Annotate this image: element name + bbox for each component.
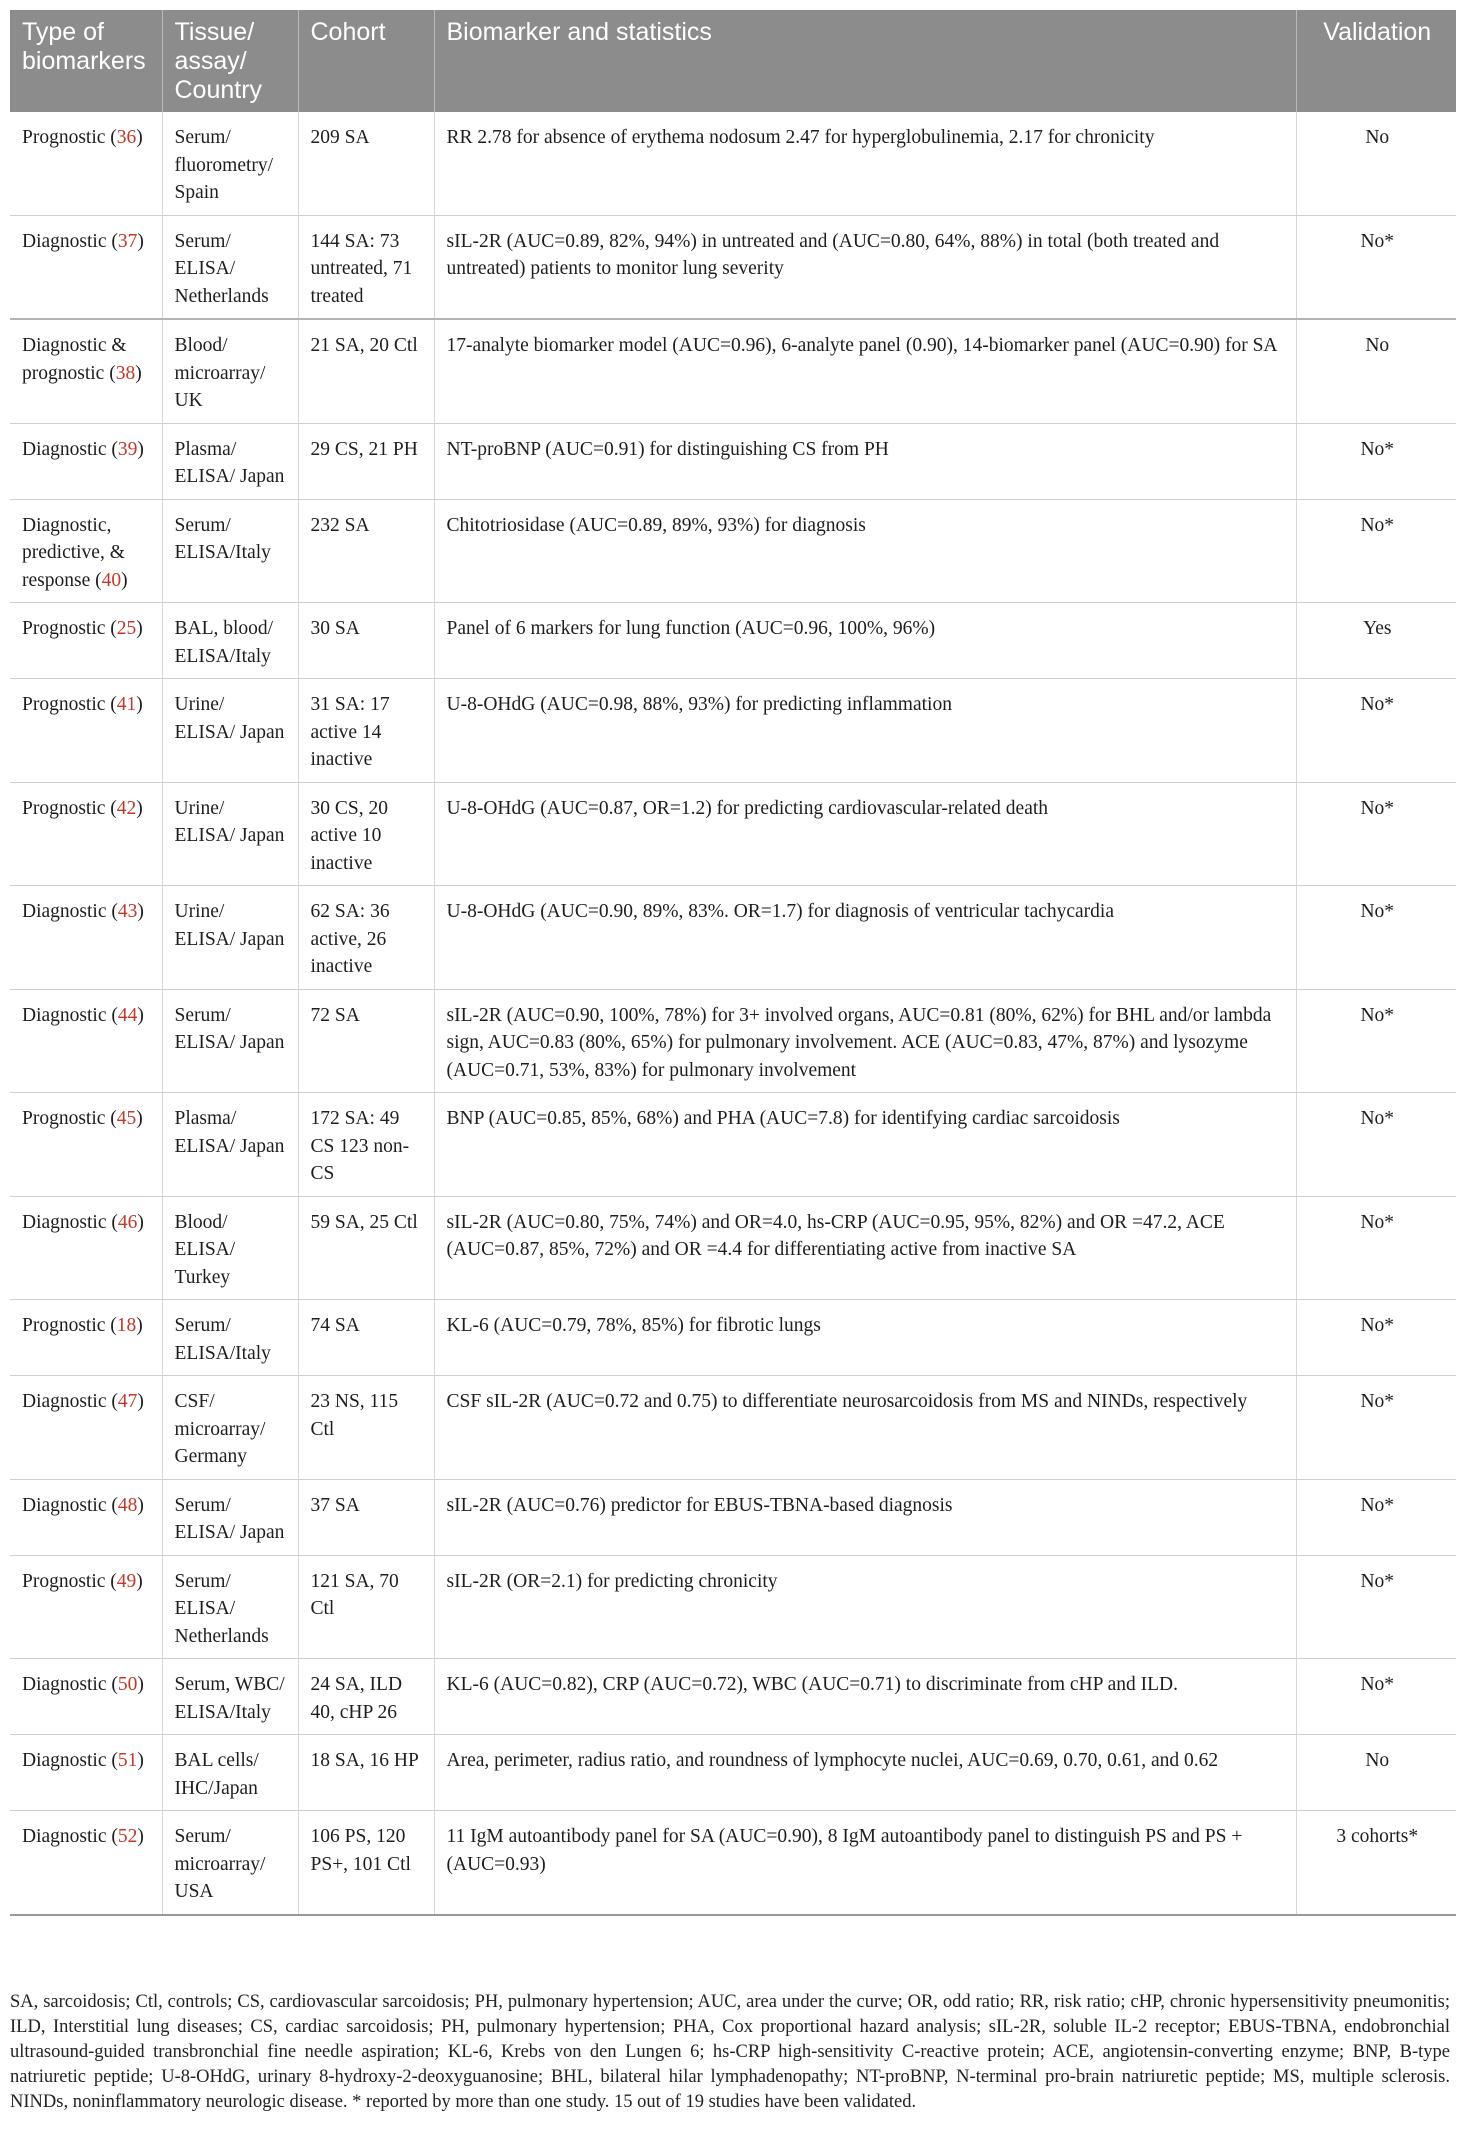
cell-type <box>10 1811 162 1915</box>
cell-validation: Yes <box>1296 603 1456 679</box>
cell-tissue: Plasma/ ELISA/ Japan <box>162 423 298 499</box>
cell-biomarker: BNP (AUC=0.85, 85%, 68%) and PHA (AUC=7.8) for identifying cardiac sarcoidosis <box>434 1093 1296 1197</box>
cell-tissue: Serum/ ELISA/Italy <box>162 499 298 603</box>
cell-tissue: Urine/ ELISA/ Japan <box>162 782 298 886</box>
ref-close-paren: ) <box>137 1674 144 1695</box>
biomarker-type: Diagnostic ( <box>22 901 118 922</box>
cell-cohort: 31 SA: 17 active 14 inactive <box>298 679 434 783</box>
cell-validation: No* <box>1296 1196 1456 1300</box>
table-row <box>10 1093 1456 1197</box>
ref-close-paren: ) <box>136 618 143 639</box>
cell-cohort: 144 SA: 73 untreated, 71 treated <box>298 215 434 319</box>
cell-type <box>10 215 162 319</box>
biomarker-type: Diagnostic ( <box>22 1494 118 1516</box>
cell-biomarker: Area, perimeter, radius ratio, and roundness of lymphocyte nuclei, AUC=0.69, 0.70, 0.61, and 0.62 <box>434 1735 1296 1811</box>
biomarker-type: Prognostic ( <box>22 797 117 819</box>
table-body <box>10 112 1456 1915</box>
header-biomarker: Biomarker and statistics <box>434 10 1296 112</box>
table-row <box>10 1811 1456 1915</box>
cell-validation: No <box>1296 319 1456 423</box>
cell-validation: No <box>1296 1735 1456 1811</box>
table-row <box>10 989 1456 1093</box>
cell-type <box>10 1093 162 1197</box>
ref-close-paren: ) <box>137 1826 144 1847</box>
cell-type <box>10 1196 162 1300</box>
ref-close-paren: ) <box>136 694 143 715</box>
cell-tissue: Serum/ ELISA/ Japan <box>162 1479 298 1555</box>
reference-link[interactable]: 50 <box>117 1674 138 1695</box>
table-header <box>10 10 1456 112</box>
cell-cohort: 23 NS, 115 Ctl <box>298 1376 434 1480</box>
reference-link[interactable]: 39 <box>117 438 138 460</box>
biomarker-type: Diagnostic ( <box>22 1826 118 1847</box>
cell-biomarker: 11 IgM autoantibody panel for SA (AUC=0.90), 8 IgM autoantibody panel to distinguish PS and PS + (AUC=0.93) <box>434 1811 1296 1915</box>
ref-close-paren: ) <box>135 362 142 384</box>
cell-type <box>10 1735 162 1811</box>
cell-cohort: 209 SA <box>298 112 434 215</box>
biomarker-type: Prognostic ( <box>22 1570 117 1592</box>
biomarker-type: Prognostic ( <box>22 618 117 639</box>
table-row <box>10 679 1456 783</box>
reference-link[interactable]: 44 <box>117 1004 138 1026</box>
cell-biomarker: U-8-OHdG (AUC=0.90, 89%, 83%. OR=1.7) for diagnosis of ventricular tachycardia <box>434 886 1296 990</box>
reference-link[interactable]: 51 <box>117 1750 138 1771</box>
cell-biomarker: Panel of 6 markers for lung function (AUC=0.96, 100%, 96%) <box>434 603 1296 679</box>
cell-validation: No* <box>1296 215 1456 319</box>
biomarker-type: Diagnostic ( <box>22 1004 118 1026</box>
table-row <box>10 1300 1456 1376</box>
reference-link[interactable]: 40 <box>101 569 122 591</box>
table-footnote: SA, sarcoidosis; Ctl, controls; CS, cardiovascular sarcoidosis; PH, pulmonary hypertension; AUC, area under the curve; OR, odd ratio; RR, risk ratio; cHP, chronic hypersensitivity pneumonitis; ILD, Interstitial lung diseases; CS, cardiac sarcoidosis; PH, pulmonary hypertension; PHA, Cox proportional hazard analysis; sIL-2R, soluble IL-2 receptor; EBUS-TBNA, endobronchial ultrasound-guided transbronchial fine needle aspiration; KL-6, Krebs von den Lungen 6; hs-CRP high-sensitivity C-reactive protein; ACE, angiotensin-converting enzyme; BNP, B-type natriuretic peptide; U-8-OHdG, urinary 8-hydroxy-2-deoxyguanosine; BHL, bilateral hilar lymphadenopathy; NT-proBNP, N-terminal pro-brain natriuretic peptide; MS, multiple sclerosis. NINDs, noninflammatory neurologic disease. * reported by more than one study. 15 out of 19 studies have been validated. <box>10 1992 1450 2112</box>
ref-close-paren: ) <box>137 1004 144 1026</box>
cell-cohort: 30 SA <box>298 603 434 679</box>
table-row <box>10 1196 1456 1300</box>
cell-tissue: Serum/ microarray/ USA <box>162 1811 298 1915</box>
cell-biomarker: U-8-OHdG (AUC=0.98, 88%, 93%) for predicting inflammation <box>434 679 1296 783</box>
biomarker-type: Prognostic ( <box>22 694 117 715</box>
biomarker-type: Prognostic ( <box>22 1315 117 1336</box>
cell-type <box>10 112 162 215</box>
cell-type <box>10 1555 162 1659</box>
cell-type <box>10 423 162 499</box>
cell-tissue: CSF/ microarray/ Germany <box>162 1376 298 1480</box>
cell-tissue: Serum/ ELISA/ Netherlands <box>162 1555 298 1659</box>
header-validation: Validation <box>1296 10 1456 112</box>
reference-link[interactable]: 45 <box>116 1108 137 1129</box>
ref-close-paren: ) <box>137 1750 144 1771</box>
cell-validation: No* <box>1296 1479 1456 1555</box>
cell-biomarker: sIL-2R (AUC=0.90, 100%, 78%) for 3+ involved organs, AUC=0.81 (80%, 62%) for BHL and/or lambda sign, AUC=0.83 (80%, 65%) for pulmonary involvement. ACE (AUC=0.83, 47%, 87%) and lysozyme (AUC=0.71, 53%, 83%) for pulmonary involvement <box>434 989 1296 1093</box>
cell-type <box>10 1300 162 1376</box>
reference-link[interactable]: 49 <box>116 1570 137 1592</box>
cell-cohort: 172 SA: 49 CS 123 non-CS <box>298 1093 434 1197</box>
table-row <box>10 319 1456 423</box>
cell-tissue: Serum/ ELISA/Italy <box>162 1300 298 1376</box>
cell-cohort: 74 SA <box>298 1300 434 1376</box>
cell-cohort: 18 SA, 16 HP <box>298 1735 434 1811</box>
ref-close-paren: ) <box>137 1211 144 1233</box>
table-row <box>10 603 1456 679</box>
cell-validation: No* <box>1296 679 1456 783</box>
cell-type <box>10 603 162 679</box>
header-cohort: Cohort <box>298 10 434 112</box>
cell-biomarker: RR 2.78 for absence of erythema nodosum 2.47 for hyperglobulinemia, 2.17 for chronicity <box>434 112 1296 215</box>
table-row <box>10 1735 1456 1811</box>
ref-close-paren: ) <box>137 901 144 922</box>
table-row <box>10 782 1456 886</box>
reference-link[interactable]: 37 <box>117 230 138 252</box>
cell-type <box>10 679 162 783</box>
cell-validation: No* <box>1296 886 1456 990</box>
table-row <box>10 1659 1456 1735</box>
cell-cohort: 29 CS, 21 PH <box>298 423 434 499</box>
reference-link[interactable]: 48 <box>117 1494 138 1516</box>
biomarker-type: Diagnostic ( <box>22 230 118 252</box>
cell-cohort: 59 SA, 25 Ctl <box>298 1196 434 1300</box>
reference-link[interactable]: 42 <box>116 797 137 819</box>
cell-type <box>10 886 162 990</box>
cell-biomarker: KL-6 (AUC=0.82), CRP (AUC=0.72), WBC (AUC=0.71) to discriminate from cHP and ILD. <box>434 1659 1296 1735</box>
biomarker-type: Diagnostic ( <box>22 1750 118 1771</box>
cell-tissue: Blood/ microarray/ UK <box>162 319 298 423</box>
cell-validation: No* <box>1296 499 1456 603</box>
cell-cohort: 121 SA, 70 Ctl <box>298 1555 434 1659</box>
reference-link[interactable]: 46 <box>117 1211 138 1233</box>
cell-validation: No* <box>1296 1300 1456 1376</box>
cell-biomarker: U-8-OHdG (AUC=0.87, OR=1.2) for predicting cardiovascular-related death <box>434 782 1296 886</box>
reference-link[interactable]: 52 <box>117 1826 138 1847</box>
cell-validation: No* <box>1296 1376 1456 1480</box>
cell-biomarker: NT-proBNP (AUC=0.91) for distinguishing CS from PH <box>434 423 1296 499</box>
cell-type <box>10 1376 162 1480</box>
table-row <box>10 215 1456 319</box>
reference-link[interactable]: 36 <box>116 127 137 148</box>
ref-close-paren: ) <box>136 1315 143 1336</box>
cell-tissue: Serum/ fluorometry/ Spain <box>162 112 298 215</box>
biomarker-type: Diagnostic ( <box>22 1391 118 1412</box>
cell-cohort: 37 SA <box>298 1479 434 1555</box>
ref-close-paren: ) <box>121 569 128 591</box>
cell-cohort: 30 CS, 20 active 10 inactive <box>298 782 434 886</box>
cell-cohort: 232 SA <box>298 499 434 603</box>
ref-close-paren: ) <box>137 1391 144 1412</box>
table-row <box>10 886 1456 990</box>
cell-biomarker: 17-analyte biomarker model (AUC=0.96), 6-analyte panel (0.90), 14-biomarker panel (AUC=0.90) for SA <box>434 319 1296 423</box>
cell-tissue: Serum/ ELISA/ Netherlands <box>162 215 298 319</box>
ref-close-paren: ) <box>136 797 143 819</box>
cell-type <box>10 319 162 423</box>
cell-tissue: Urine/ ELISA/ Japan <box>162 679 298 783</box>
cell-tissue: Urine/ ELISA/ Japan <box>162 886 298 990</box>
cell-tissue: Serum/ ELISA/ Japan <box>162 989 298 1093</box>
cell-type <box>10 782 162 886</box>
table-row <box>10 1479 1456 1555</box>
cell-tissue: BAL, blood/ ELISA/Italy <box>162 603 298 679</box>
biomarker-type: Diagnostic ( <box>22 1674 118 1695</box>
table-row <box>10 112 1456 215</box>
cell-biomarker: Chitotriosidase (AUC=0.89, 89%, 93%) for diagnosis <box>434 499 1296 603</box>
cell-biomarker: sIL-2R (AUC=0.89, 82%, 94%) in untreated and (AUC=0.80, 64%, 88%) in total (both treated and untreated) patients to monitor lung severity <box>434 215 1296 319</box>
reference-link[interactable]: 38 <box>115 362 136 384</box>
cell-validation: No* <box>1296 423 1456 499</box>
cell-validation: No* <box>1296 1555 1456 1659</box>
cell-biomarker: sIL-2R (OR=2.1) for predicting chronicity <box>434 1555 1296 1659</box>
cell-type <box>10 989 162 1093</box>
cell-tissue: Blood/ ELISA/ Turkey <box>162 1196 298 1300</box>
reference-link[interactable]: 43 <box>117 901 138 922</box>
ref-close-paren: ) <box>136 1108 143 1129</box>
cell-biomarker: CSF sIL-2R (AUC=0.72 and 0.75) to differentiate neurosarcoidosis from MS and NINDs, respectively <box>434 1376 1296 1480</box>
table-row <box>10 499 1456 603</box>
cell-tissue: Serum, WBC/ ELISA/Italy <box>162 1659 298 1735</box>
cell-cohort: 72 SA <box>298 989 434 1093</box>
header-tissue: Tissue/ assay/ Country <box>162 10 298 112</box>
cell-cohort: 62 SA: 36 active, 26 inactive <box>298 886 434 990</box>
cell-biomarker: sIL-2R (AUC=0.80, 75%, 74%) and OR=4.0, hs-CRP (AUC=0.95, 95%, 82%) and OR =47.2, ACE (AUC=0.87, 85%, 72%) and OR =4.4 for differentiating active from inactive SA <box>434 1196 1296 1300</box>
cell-validation: 3 cohorts* <box>1296 1811 1456 1915</box>
cell-tissue: BAL cells/ IHC/Japan <box>162 1735 298 1811</box>
cell-type <box>10 499 162 603</box>
reference-link[interactable]: 18 <box>116 1315 137 1336</box>
biomarker-type: Prognostic ( <box>22 127 117 148</box>
table-row <box>10 1376 1456 1480</box>
biomarker-type: Diagnostic ( <box>22 438 118 460</box>
ref-close-paren: ) <box>137 438 144 460</box>
cell-validation: No* <box>1296 782 1456 886</box>
reference-link[interactable]: 41 <box>116 694 137 715</box>
cell-biomarker: KL-6 (AUC=0.79, 78%, 85%) for fibrotic lungs <box>434 1300 1296 1376</box>
cell-type <box>10 1659 162 1735</box>
cell-validation: No <box>1296 112 1456 215</box>
ref-close-paren: ) <box>136 127 143 148</box>
biomarker-type: Diagnostic, predictive, & response ( <box>22 514 125 591</box>
ref-close-paren: ) <box>136 1570 143 1592</box>
biomarker-table-container <box>10 10 1456 1916</box>
cell-biomarker: sIL-2R (AUC=0.76) predictor for EBUS-TBNA-based diagnosis <box>434 1479 1296 1555</box>
cell-cohort: 21 SA, 20 Ctl <box>298 319 434 423</box>
biomarker-type: Prognostic ( <box>22 1108 117 1129</box>
header-type: Type of biomarkers <box>10 10 162 112</box>
cell-cohort: 24 SA, ILD 40, cHP 26 <box>298 1659 434 1735</box>
cell-tissue: Plasma/ ELISA/ Japan <box>162 1093 298 1197</box>
cell-validation: No* <box>1296 1659 1456 1735</box>
biomarker-table <box>10 10 1456 1916</box>
table-row <box>10 423 1456 499</box>
cell-type <box>10 1479 162 1555</box>
table-row <box>10 1555 1456 1659</box>
header-row <box>10 10 1456 112</box>
biomarker-type: Diagnostic & prognostic ( <box>22 335 127 384</box>
cell-validation: No* <box>1296 989 1456 1093</box>
reference-link[interactable]: 47 <box>117 1391 138 1412</box>
ref-close-paren: ) <box>137 230 144 252</box>
cell-validation: No* <box>1296 1093 1456 1197</box>
reference-link[interactable]: 25 <box>116 618 137 639</box>
ref-close-paren: ) <box>137 1494 144 1516</box>
cell-cohort: 106 PS, 120 PS+, 101 Ctl <box>298 1811 434 1915</box>
biomarker-type: Diagnostic ( <box>22 1211 118 1233</box>
